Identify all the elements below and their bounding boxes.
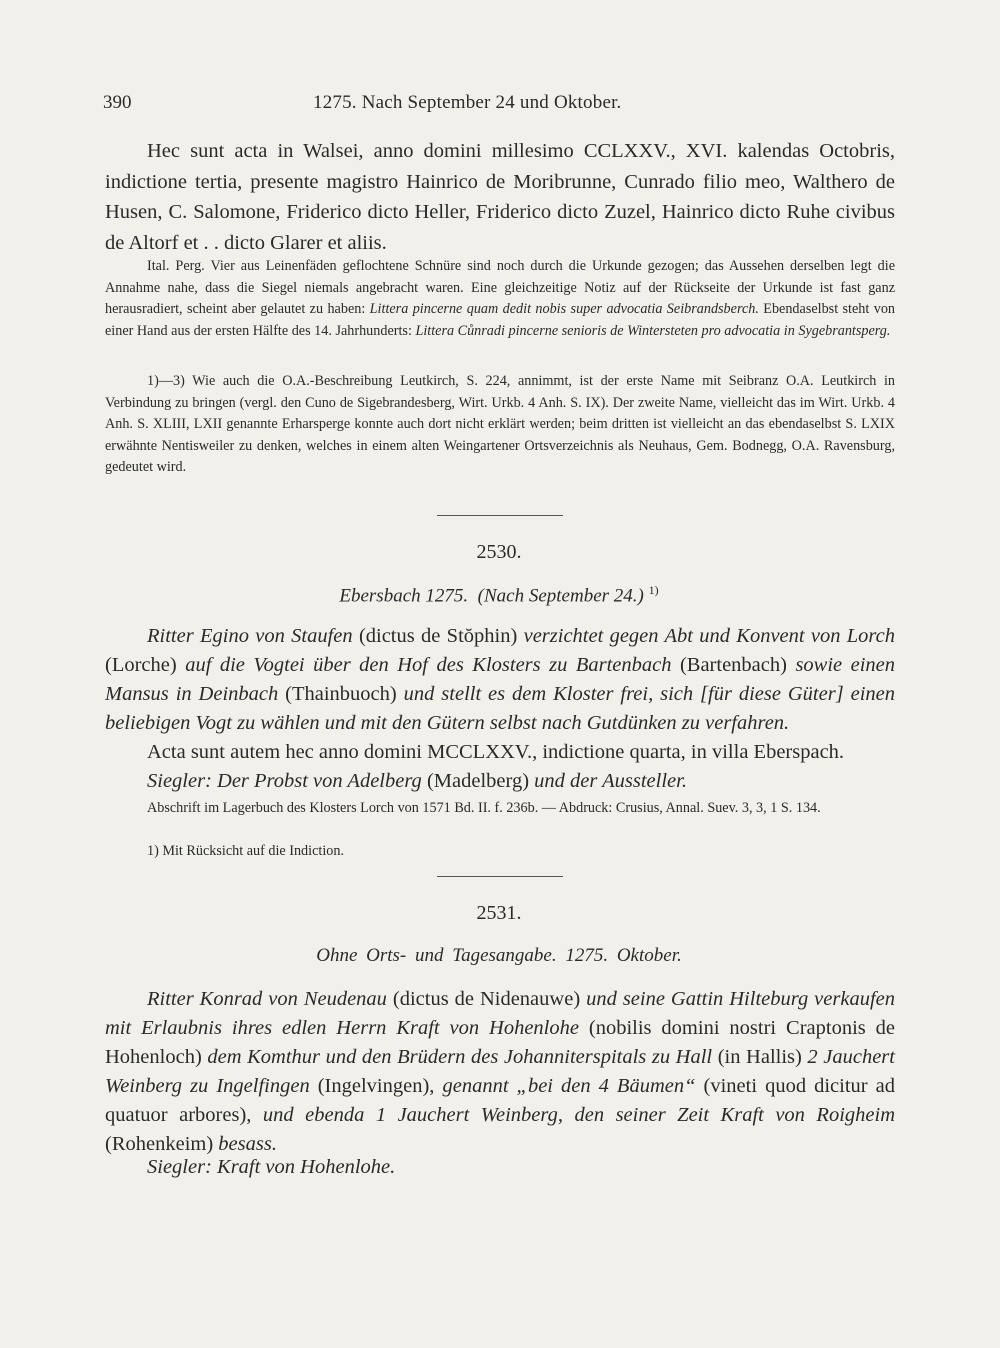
entry-2531-regest [105,985,895,1159]
note-1-part-b: Littera pincerne quam dedit nobis super advocatia Seibrandsberch. [369,301,759,317]
siegler-2530-segment: (Madelberg) [421,770,535,792]
prev-entry-note-2: 1)—3) Wie auch die O.A.-Beschreibung Leutkirch, S. 224, annimmt, ist der erste Name mit Seibranz O.A. Leutkirch in Verbindung zu bringen (vergl. den Cuno de Sigebrandesberg, Wirt. Urkb. 4 Anh. S. IX). Der zweite Name, vielleicht das im Wirt. Urkb. 4 Anh. S. XLIII, LXII genannte Erharsperge konnte auch dort nicht erklärt werden; beim dritten ist vielleicht an das ebendaselbst S. LXIX erwähnte Nentisweiler zu denken, welches in einem alten Weingartener Ortsverzeichnis als Neuhaus, Gem. Bodnegg, O.A. Ravensburg, gedeutet wird. [105,373,895,475]
regest-2530-segment: (Thainbuoch) [278,683,404,705]
entry-2531-place-date: Ohne Orts- und Tagesangabe. 1275. Oktober. [316,945,682,966]
entry-2530-place-date [103,583,895,607]
prev-entry-note-1 [105,256,895,342]
regest-2530-segment: auf die Vogtei über den Hof des Klosters zu Bartenbach [185,654,672,676]
entry-2530-regest [105,622,895,738]
regest-2531-segment: (nobilis domini nostri Craptonis de Hohenloch) [105,1017,895,1068]
regest-2530-segment: Ritter Egino von Staufen [147,625,353,647]
prev-entry-text: Hec sunt acta in Walsei, anno domini millesimo CCLXXV., XVI. kalendas Octobris, indictione tertia, presente magistro Hainrico de Moribrunne, Cunrado filio meo, Walthero de Husen, C. Salomone, Friderico dicto Heller, Friderico dicto Zuzel, Hainrico dicto Ruhe civibus de Altorf et . . dicto Glarer et aliis. [105,140,895,254]
regest-2530-segment: (Lorche) [105,654,186,676]
regest-2531-segment: (vineti quod dicitur ad quatuor arbores), [105,1075,895,1126]
regest-2531-segment: besass. [218,1133,277,1155]
regest-2530-segment: (dictus de Stŏphin) [352,625,524,647]
regest-2531-segment: dem Komthur und den Brüdern des Johanniterspitals zu Hall [207,1046,713,1068]
regest-2530-segment: verzichtet gegen Abt und Konvent von Lorch [523,625,895,647]
entry-2530-source: Abschrift im Lagerbuch des Klosters Lorch von 1571 Bd. II. f. 236b. — Abdruck: Crusius, Annal. Suev. 3, 3, 1 S. 134. [147,800,821,816]
regest-2531-segment: (dictus de Nidenauwe) [386,988,587,1010]
regest-2531-segment: 2 Jauchert Weinberg zu Ingelfingen [105,1046,895,1097]
entry-2531-siegler: Siegler: Kraft von Hohenlohe. [147,1156,396,1178]
regest-2531-segment: und seine Gattin Hilteburg verkaufen mit Erlaubnis ihres edlen Herrn Kraft von Hohenlohe [105,988,895,1039]
siegler-2530-segment: und der Aussteller. [534,770,687,792]
regest-2530-segment: sowie einen Mansus in Deinbach [105,654,896,705]
entry-2530-siegler [105,767,895,796]
page-header [103,92,895,120]
note-1-part-a: Ital. Perg. Vier aus Leinenfäden geflochtene Schnüre sind noch durch die Urkunde gezogen; das Aussehen derselben legt die Annahme nahe, dass die Siegel niemals angebracht waren. Eine gleichzeitige Notiz auf der Rückseite der Urkunde ist fast ganz herausradiert, scheint aber gelautet zu haben: [105,258,895,317]
place-date-main: Ebersbach 1275. [339,585,469,607]
note-1-part-d: Littera Cůnradi pincerne senioris de Wintersteten pro advocatia in Sygebrantsperg. [415,322,891,339]
note-1-part-c: Ebendaselbst steht von einer Hand aus der ersten Hälfte des 14. Jahrhunderts: [105,301,896,339]
regest-2531-segment: (Rohenkeim) [105,1133,219,1155]
entry-number-2531: 2531. [476,902,522,924]
entry-2530-acta: Acta sunt autem hec anno domini MCCLXXV., indictione quarta, in villa Eberspach. [147,741,845,763]
regest-2531-segment: (Ingelvingen), [309,1075,443,1097]
divider-rule-2 [437,876,563,877]
footnote-marker: 1) [648,583,659,597]
entry-2530-footnote: 1) Mit Rücksicht auf die Indiction. [147,843,345,859]
regest-2531-segment: und ebenda 1 Jauchert Weinberg, den seiner Zeit Kraft von Roigheim [262,1104,895,1126]
entry-number-2530: 2530. [476,541,522,563]
siegler-2530-segment: Siegler: Der Probst von Adelberg [147,770,422,792]
regest-2531-segment: (in Hallis) [712,1046,808,1068]
place-date-paren: (Nach September 24.) [477,585,644,607]
regest-2530-segment: und stellt es dem Kloster frei, sich [für diese Güter] einen beliebigen Vogt zu wählen und mit den Gütern selbst nach Gutdünken zu verfahren. [105,683,895,734]
regest-2531-segment: Ritter Konrad von Neudenau [147,988,387,1010]
page-number: 390 [103,92,132,113]
running-title: 1275. Nach September 24 und Oktober. [313,92,622,113]
regest-2531-segment: genannt „bei den 4 Bäumen“ [442,1075,696,1097]
regest-2530-segment: (Bartenbach) [671,654,796,676]
divider-rule [437,515,563,516]
